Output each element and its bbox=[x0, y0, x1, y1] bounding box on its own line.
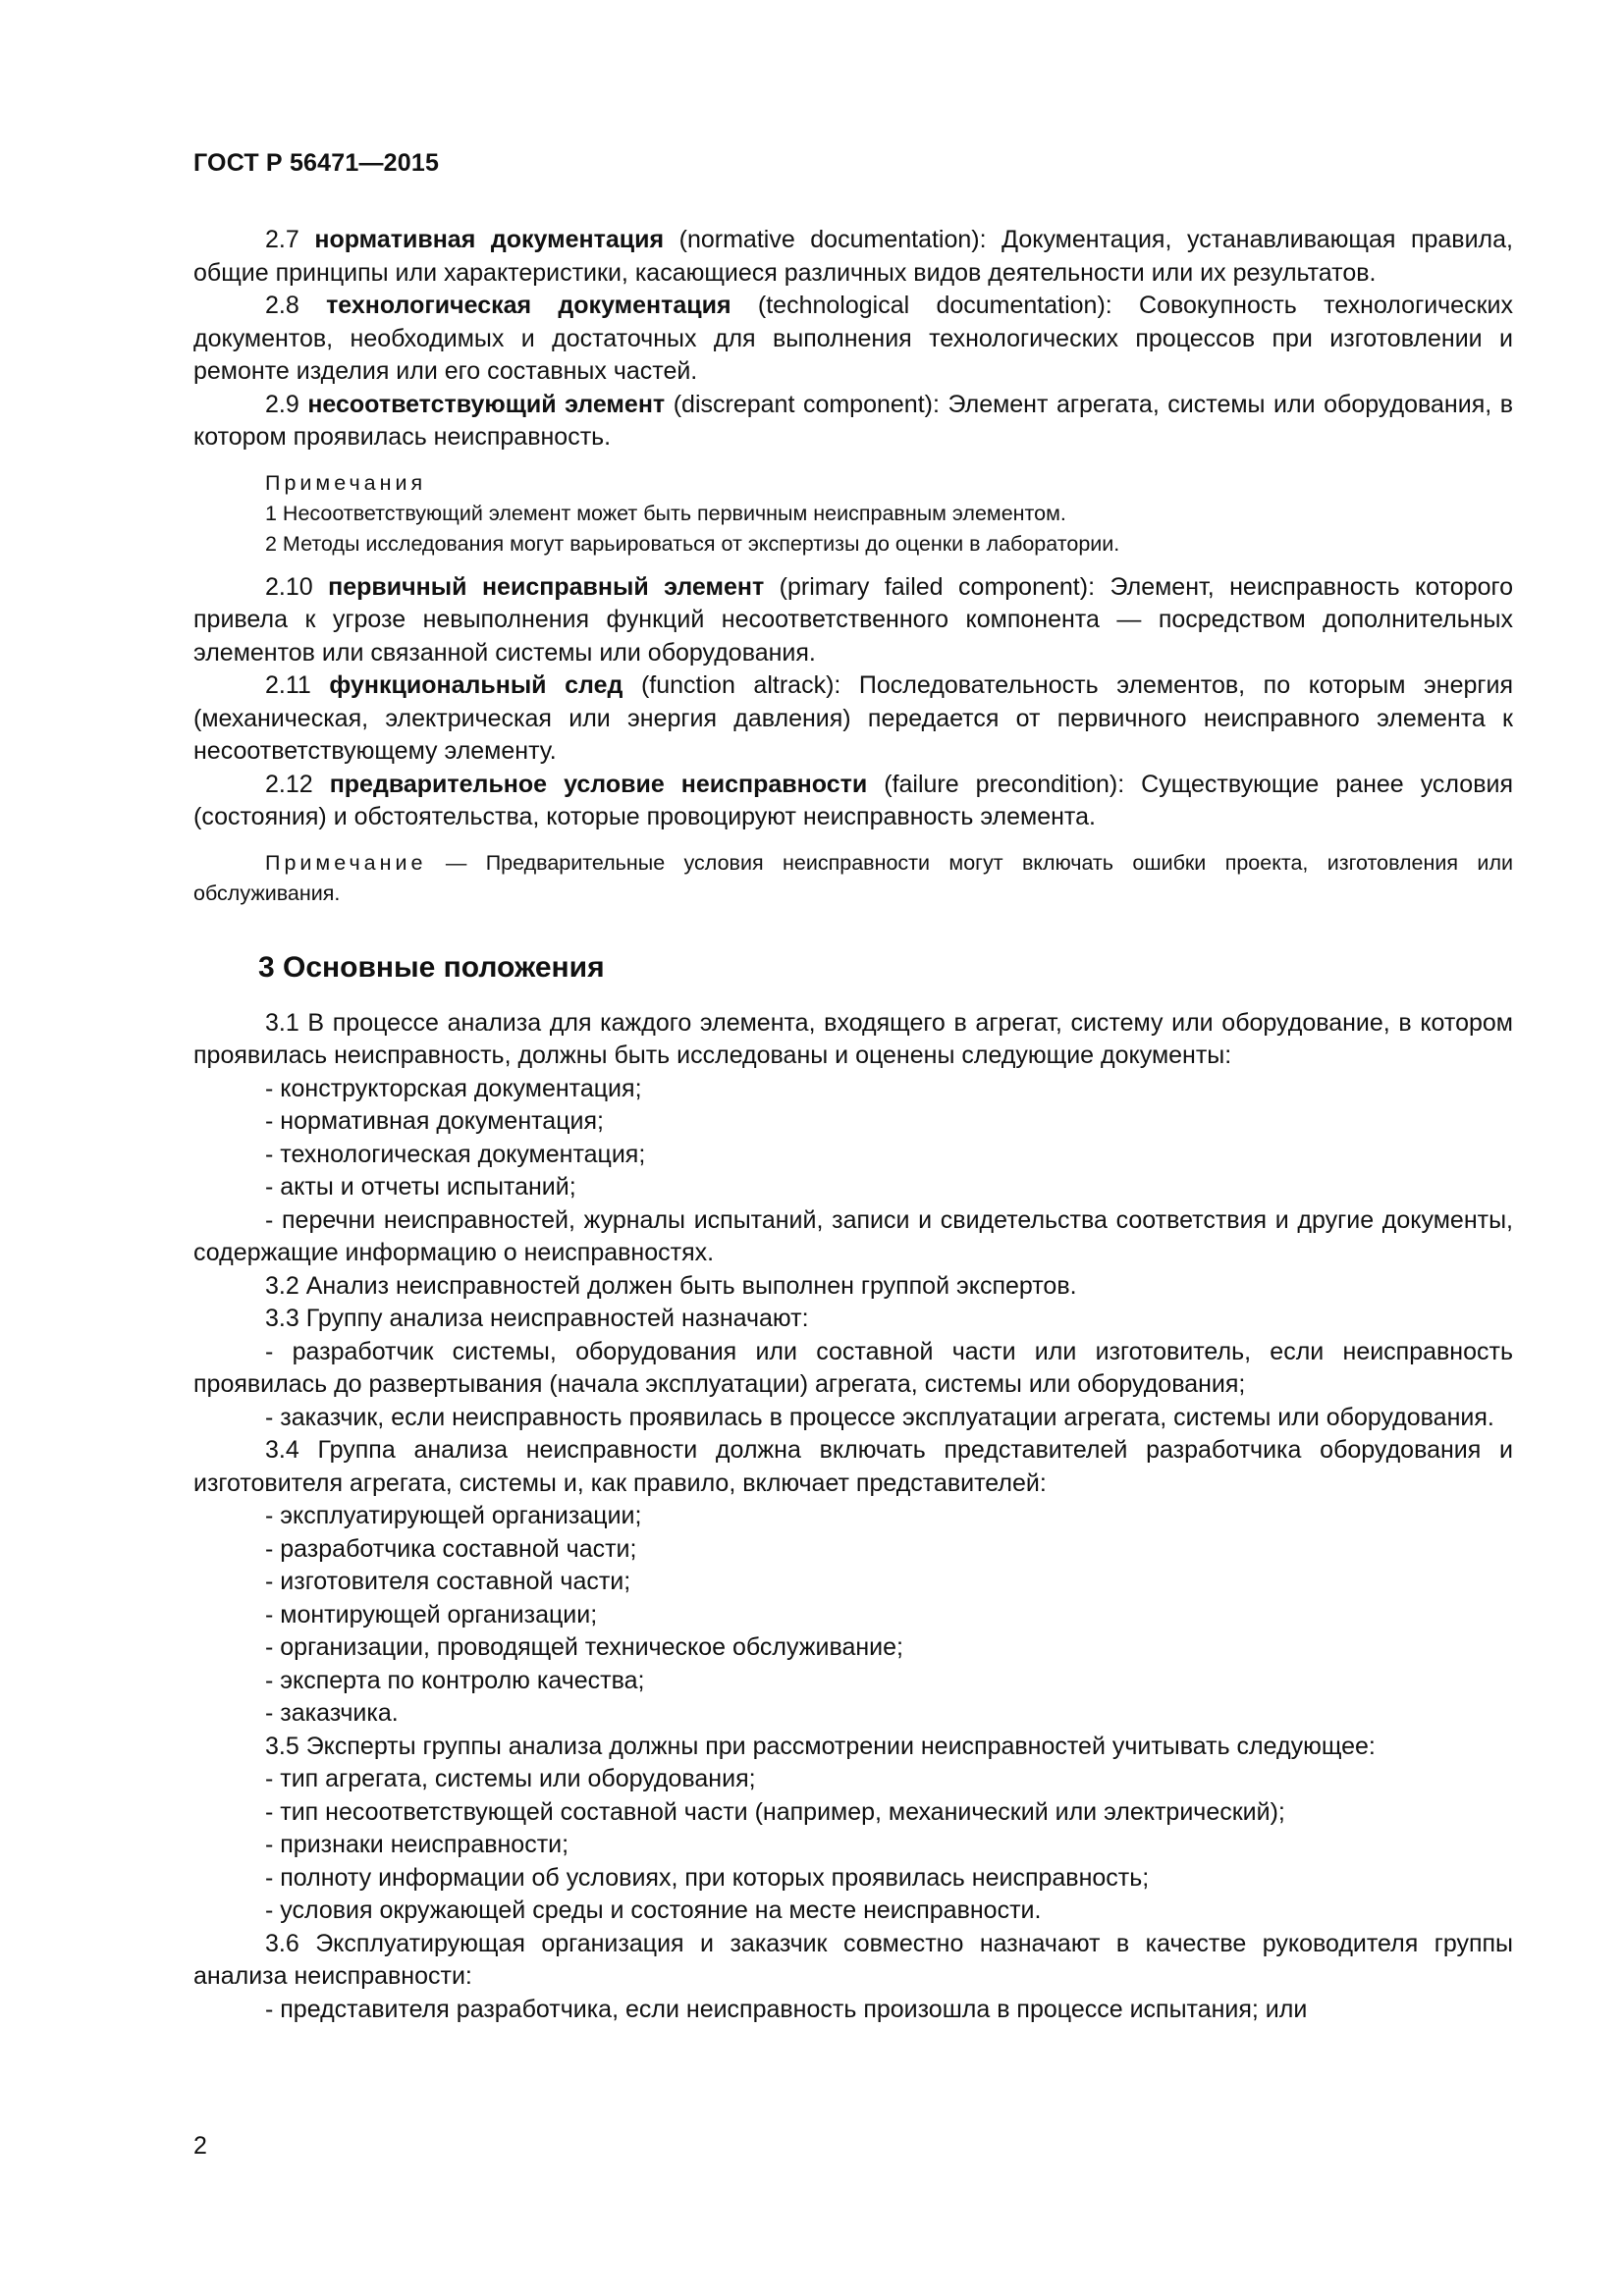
list-item: - организации, проводящей техническое обслуживание; bbox=[265, 1633, 903, 1661]
page-number: 2 bbox=[193, 2132, 207, 2160]
note-text: — Предварительные условия неисправности могут включать ошибки проекта, изготовления или обслуживания. bbox=[193, 850, 1513, 905]
list-item: - эксплуатирующей организации; bbox=[265, 1502, 642, 1529]
definition-number: 2.10 bbox=[265, 572, 313, 601]
definition-2-9 bbox=[193, 389, 1513, 454]
list-item: - разработчика составной части; bbox=[265, 1534, 637, 1563]
note-item: 2 Методы исследования могут варьироваться от экспертизы до оценки в лаборатории. bbox=[265, 531, 1120, 556]
list-item: - тип агрегата, системы или оборудования; bbox=[265, 1765, 756, 1792]
definition-2-11 bbox=[193, 669, 1513, 769]
section-title: 3 Основные положения bbox=[258, 950, 605, 984]
list-item: - нормативная документация; bbox=[265, 1107, 604, 1135]
definition-number: 2.11 bbox=[265, 671, 311, 699]
notes-block bbox=[193, 468, 1513, 560]
list-item: - полноту информации об условиях, при которых проявилась неисправность; bbox=[265, 1863, 1150, 1892]
definition-text: (technological documentation): Совокупность технологических документов, необходимых и достаточных для выполнения технологических процессов при изготовлении и ремонте изделия или его составных частей. bbox=[193, 292, 1513, 385]
definition-text: (failure precondition): Существующие ранее условия (состояния) и обстоятельства, которые провоцируют неисправность элемента. bbox=[193, 770, 1513, 830]
definition-2-10 bbox=[193, 571, 1513, 670]
inline-note bbox=[193, 848, 1513, 909]
definition-text: (normative documentation): Документация, устанавливающая правила, общие принципы или характеристики, касающиеся различных видов деятельности или их результатов. bbox=[193, 226, 1513, 287]
definition-text: (function altrack): Последовательность элементов, по которым энергия (механическая, электрическая или энергия давления) передается от первичного неисправного элемента к несоответствующему элементу. bbox=[193, 671, 1513, 765]
list-item: - изготовителя составной части; bbox=[265, 1568, 631, 1595]
definition-text: (discrepant component): Элемент агрегата, системы или оборудования, в котором проявилась неисправность. bbox=[193, 390, 1514, 451]
clause-3-1: 3.1 В процессе анализа для каждого элемента, входящего в агрегат, систему или оборудование, в котором проявилась неисправность, должны быть исследованы и оценены следующие документы: bbox=[193, 1008, 1513, 1069]
list-item: - условия окружающей среды и состояние на месте неисправности. bbox=[265, 1896, 1042, 1924]
clause-3-3: 3.3 Группу анализа неисправностей назначают: bbox=[265, 1305, 809, 1332]
list-item: - технологическая документация; bbox=[265, 1140, 646, 1168]
definition-term: предварительное условие неисправности bbox=[329, 770, 868, 798]
definition-number: 2.8 bbox=[265, 292, 299, 319]
definition-term: технологическая документация bbox=[326, 292, 731, 319]
list-item: - перечни неисправностей, журналы испытаний, записи и свидетельства соответствия и другие документы, содержащие информацию о неисправностях. bbox=[193, 1205, 1513, 1266]
definition-term: нормативная документация bbox=[314, 226, 665, 253]
list-item: - признаки неисправности; bbox=[265, 1831, 569, 1858]
notes-heading: Примечания bbox=[265, 470, 427, 495]
definition-2-8 bbox=[193, 290, 1513, 389]
definition-text: (primary failed component): Элемент, неисправность которого привела к угрозе невыполнения функций несоответственного компонента — посредством дополнительных элементов или связанной системы или оборудования. bbox=[193, 572, 1513, 667]
list-item: - монтирующей организации; bbox=[265, 1600, 598, 1629]
document-code-header: ГОСТ Р 56471—2015 bbox=[193, 149, 440, 177]
list-item: - эксперта по контролю качества; bbox=[265, 1666, 645, 1694]
definition-term: функциональный след bbox=[329, 671, 623, 699]
list-item: - акты и отчеты испытаний; bbox=[265, 1173, 576, 1201]
definition-term: несоответствующий элемент bbox=[307, 390, 666, 418]
list-item: - тип несоответствующей составной части (например, механический или электрический); bbox=[265, 1797, 1285, 1826]
note-item: 1 Несоответствующий элемент может быть первичным неисправным элементом. bbox=[265, 501, 1066, 525]
list-item: - конструкторская документация; bbox=[265, 1074, 642, 1102]
list-item: - заказчик, если неисправность проявилась в процессе эксплуатации агрегата, системы или оборудования. bbox=[265, 1403, 1494, 1431]
clause-3-4: 3.4 Группа анализа неисправности должна включать представителей разработчика оборудования и изготовителя агрегата, системы и, как правило, включает представителей: bbox=[193, 1436, 1513, 1497]
list-item: - представителя разработчика, если неисправность произошла в процессе испытания; или bbox=[265, 1995, 1308, 2023]
page-body bbox=[193, 224, 1513, 2026]
definition-number: 2.12 bbox=[265, 770, 313, 798]
list-item: - заказчика. bbox=[265, 1699, 399, 1727]
definition-number: 2.7 bbox=[265, 226, 299, 253]
definition-2-12 bbox=[193, 769, 1513, 834]
definition-term: первичный неисправный элемент bbox=[328, 572, 765, 601]
definition-number: 2.9 bbox=[265, 390, 299, 418]
list-item: - разработчик системы, оборудования или составной части или изготовитель, если неисправность проявилась до развертывания (начала эксплуатации) агрегата, системы или оборудования; bbox=[193, 1337, 1513, 1398]
note-label: Примечание bbox=[265, 850, 427, 875]
clause-3-2: 3.2 Анализ неисправностей должен быть выполнен группой экспертов. bbox=[265, 1271, 1077, 1300]
clause-3-6: 3.6 Эксплуатирующая организация и заказчик совместно назначают в качестве руководителя группы анализа неисправности: bbox=[193, 1929, 1513, 1990]
definition-2-7 bbox=[193, 224, 1513, 290]
clause-3-5: 3.5 Эксперты группы анализа должны при рассмотрении неисправностей учитывать следующее: bbox=[265, 1732, 1376, 1760]
